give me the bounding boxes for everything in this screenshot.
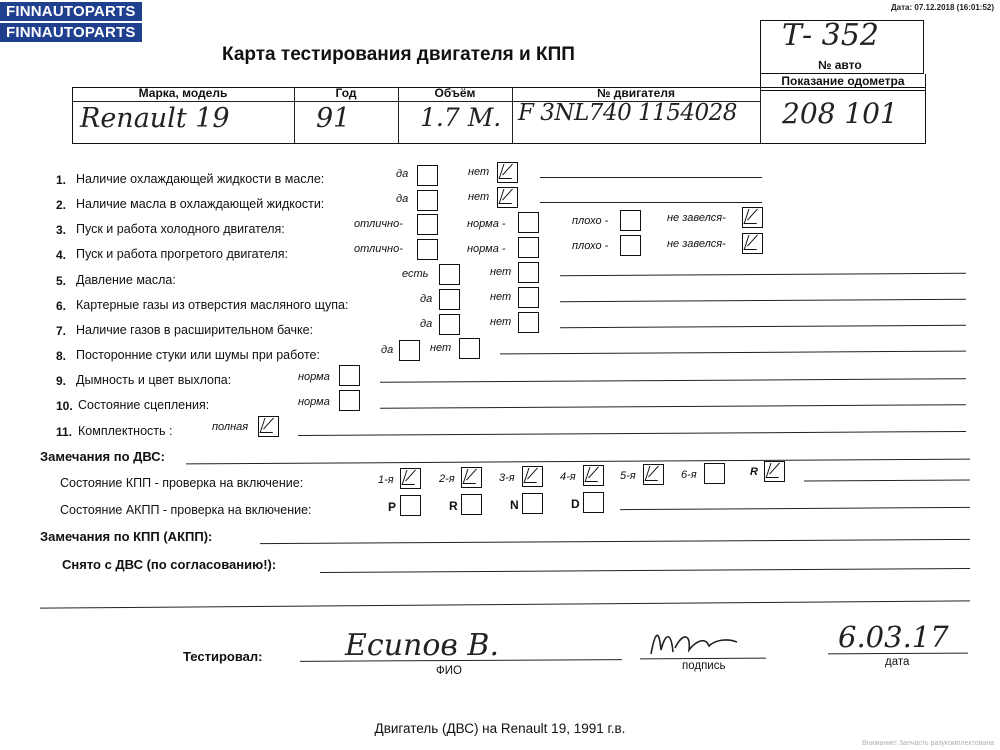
answer-line (40, 600, 970, 608)
auto-gear-d-checkbox[interactable] (583, 492, 604, 513)
option-normal-label: норма (298, 396, 330, 408)
auto-gear-label: N (510, 498, 519, 512)
question-number: 6. (56, 299, 67, 313)
option-yes-label: да (420, 293, 433, 305)
tested-by-label: Тестировал: (183, 649, 263, 664)
option-no-label: нет (490, 316, 512, 328)
q3-excellent-checkbox[interactable] (417, 214, 438, 235)
volume-value: 1.7 М. (420, 103, 502, 132)
answer-line (298, 431, 966, 436)
gearbox-remarks-label: Замечания по КПП (АКПП): (40, 529, 213, 544)
gear-label: 1-я (378, 474, 394, 486)
photo-caption: Двигатель (ДВС) на Renault 19, 1991 г.в. (374, 721, 626, 736)
option-bad-label: плохо - (572, 240, 609, 252)
q3-bad-checkbox[interactable] (620, 210, 641, 231)
q7-no-checkbox[interactable] (518, 312, 539, 333)
question-number: 11. (56, 425, 73, 439)
q6-no-checkbox[interactable] (518, 287, 539, 308)
tester-name-handwritten: Есипов В. (345, 628, 499, 663)
watermark-text: Внимание! Запчасть разукомплектована (862, 740, 994, 747)
question-text: Посторонние стуки или шумы при работе: (76, 348, 320, 362)
question-text: Комплектность : (78, 424, 173, 438)
q1-yes-checkbox[interactable] (417, 165, 438, 186)
answer-line (380, 378, 966, 383)
question-number: 7. (56, 324, 67, 338)
gear-4-checkbox[interactable] (583, 465, 604, 486)
answer-line (320, 568, 970, 573)
signature-image (645, 622, 745, 662)
engine-remarks-label: Замечания по ДВС: (40, 449, 165, 464)
answer-line (620, 507, 970, 510)
q9-normal-checkbox[interactable] (339, 365, 360, 386)
q8-yes-checkbox[interactable] (399, 340, 420, 361)
option-excellent-label: отлично- (354, 218, 403, 230)
auto-gear-r-checkbox[interactable] (461, 494, 482, 515)
option-no-label: нет (490, 291, 512, 303)
option-no-label: нет (490, 266, 512, 278)
q4-not-started-checkbox[interactable] (742, 233, 763, 254)
answer-line (260, 539, 970, 544)
brand-logo: FINNAUTOPARTS (0, 2, 142, 21)
option-no-label: нет (468, 191, 490, 203)
gear-5-checkbox[interactable] (643, 464, 664, 485)
question-number: 1. (56, 173, 67, 187)
header-engine-number: № двигателя (597, 86, 675, 100)
question-text: Пуск и работа прогретого двигателя: (76, 247, 288, 261)
q8-no-checkbox[interactable] (459, 338, 480, 359)
date-label: дата (885, 656, 910, 668)
option-yes-label: да (396, 193, 409, 205)
gear-label: R (750, 466, 758, 478)
question-text: Наличие газов в расширительном бачке: (76, 323, 314, 337)
gear-3-checkbox[interactable] (522, 466, 543, 487)
option-not-started-label: не завелся- (667, 212, 726, 224)
q1-no-checkbox[interactable] (497, 162, 518, 183)
answer-line (380, 404, 966, 409)
question-number: 3. (56, 223, 67, 237)
q5-present-checkbox[interactable] (439, 264, 460, 285)
q6-yes-checkbox[interactable] (439, 289, 460, 310)
auto-number-value: Т- 352 (782, 18, 879, 53)
option-complete-label: полная (212, 421, 249, 433)
option-normal-label: норма (298, 371, 330, 383)
form-title: Карта тестирования двигателя и КПП (222, 44, 575, 65)
header-volume: Объём (434, 86, 476, 100)
question-text: Пуск и работа холодного двигателя: (76, 222, 285, 236)
option-bad-label: плохо - (572, 215, 609, 227)
option-no-label: нет (468, 166, 490, 178)
q2-no-checkbox[interactable] (497, 187, 518, 208)
question-number: 4. (56, 248, 67, 262)
engine-number-value: F 3NL740 1154028 (518, 100, 737, 126)
header-year: Год (335, 86, 357, 100)
gear-6-checkbox[interactable] (704, 463, 725, 484)
auto-gearbox-label: Состояние АКПП - проверка на включение: (60, 503, 312, 517)
question-text: Состояние сцепления: (78, 398, 210, 412)
answer-line (186, 459, 970, 465)
fio-label: ФИО (436, 665, 462, 677)
question-number: 10. (56, 399, 73, 413)
year-value: 91 (316, 103, 351, 134)
option-yes-label: да (381, 344, 394, 356)
table-divider (760, 87, 761, 143)
option-normal-label: норма - (467, 243, 506, 255)
option-yes-label: да (420, 318, 433, 330)
answer-line (500, 351, 966, 355)
q4-bad-checkbox[interactable] (620, 235, 641, 256)
auto-gear-p-checkbox[interactable] (400, 495, 421, 516)
answer-line (560, 273, 966, 276)
gear-label: 6-я (681, 469, 697, 481)
q5-no-checkbox[interactable] (518, 262, 539, 283)
question-number: 5. (56, 274, 67, 288)
odometer-value: 208 101 (782, 97, 898, 130)
q7-yes-checkbox[interactable] (439, 314, 460, 335)
gear-label: 2-я (439, 473, 455, 485)
question-number: 9. (56, 374, 67, 388)
q3-not-started-checkbox[interactable] (742, 207, 763, 228)
q4-excellent-checkbox[interactable] (417, 239, 438, 260)
option-no-label: нет (430, 342, 452, 354)
q3-normal-checkbox[interactable] (518, 212, 539, 233)
q10-normal-checkbox[interactable] (339, 390, 360, 411)
gear-label: 5-я (620, 470, 636, 482)
auto-gear-label: P (388, 500, 397, 514)
answer-line (540, 202, 762, 203)
question-number: 8. (56, 349, 67, 363)
date-stamp: Дата: 07.12.2018 (16:01:52) (890, 3, 994, 12)
gear-2-checkbox[interactable] (461, 467, 482, 488)
question-text: Давление масла: (76, 273, 176, 287)
answer-line (540, 177, 762, 178)
option-yes-label: да (396, 168, 409, 180)
removed-label: Снято с ДВС (по согласованию!): (62, 557, 277, 572)
model-value: Renault 19 (80, 103, 230, 134)
answer-line (804, 479, 970, 481)
date-handwritten: 6.03.17 (838, 620, 949, 654)
q4-normal-checkbox[interactable] (518, 237, 539, 258)
option-not-started-label: не завелся- (667, 238, 726, 250)
question-text: Наличие охлаждающей жидкости в масле: (76, 172, 325, 186)
question-text: Картерные газы из отверстия масляного щупа: (76, 298, 349, 312)
answer-line (560, 299, 966, 302)
gear-1-checkbox[interactable] (400, 468, 421, 489)
option-present-label: есть (402, 268, 429, 280)
brand-logo: FINNAUTOPARTS (0, 23, 142, 42)
question-number: 2. (56, 198, 67, 212)
auto-number-label: № авто (818, 58, 862, 72)
signature-label: подпись (682, 660, 726, 672)
option-excellent-label: отлично- (354, 243, 403, 255)
gear-r-checkbox[interactable] (764, 461, 785, 482)
gear-label: 4-я (560, 471, 576, 483)
odometer-label: Показание одометра (760, 74, 926, 91)
auto-gear-n-checkbox[interactable] (522, 493, 543, 514)
option-normal-label: норма - (467, 218, 506, 230)
manual-gearbox-label: Состояние КПП - проверка на включение: (60, 476, 304, 490)
gear-label: 3-я (499, 472, 515, 484)
question-text: Дымность и цвет выхлопа: (76, 373, 232, 387)
q2-yes-checkbox[interactable] (417, 190, 438, 211)
question-text: Наличие масла в охлаждающей жидкости: (76, 197, 325, 211)
q11-complete-checkbox[interactable] (258, 416, 279, 437)
auto-gear-label: R (449, 499, 458, 513)
answer-line (560, 325, 966, 328)
auto-gear-label: D (571, 497, 580, 511)
date-line (828, 653, 968, 655)
header-model: Марка, модель (138, 86, 228, 100)
